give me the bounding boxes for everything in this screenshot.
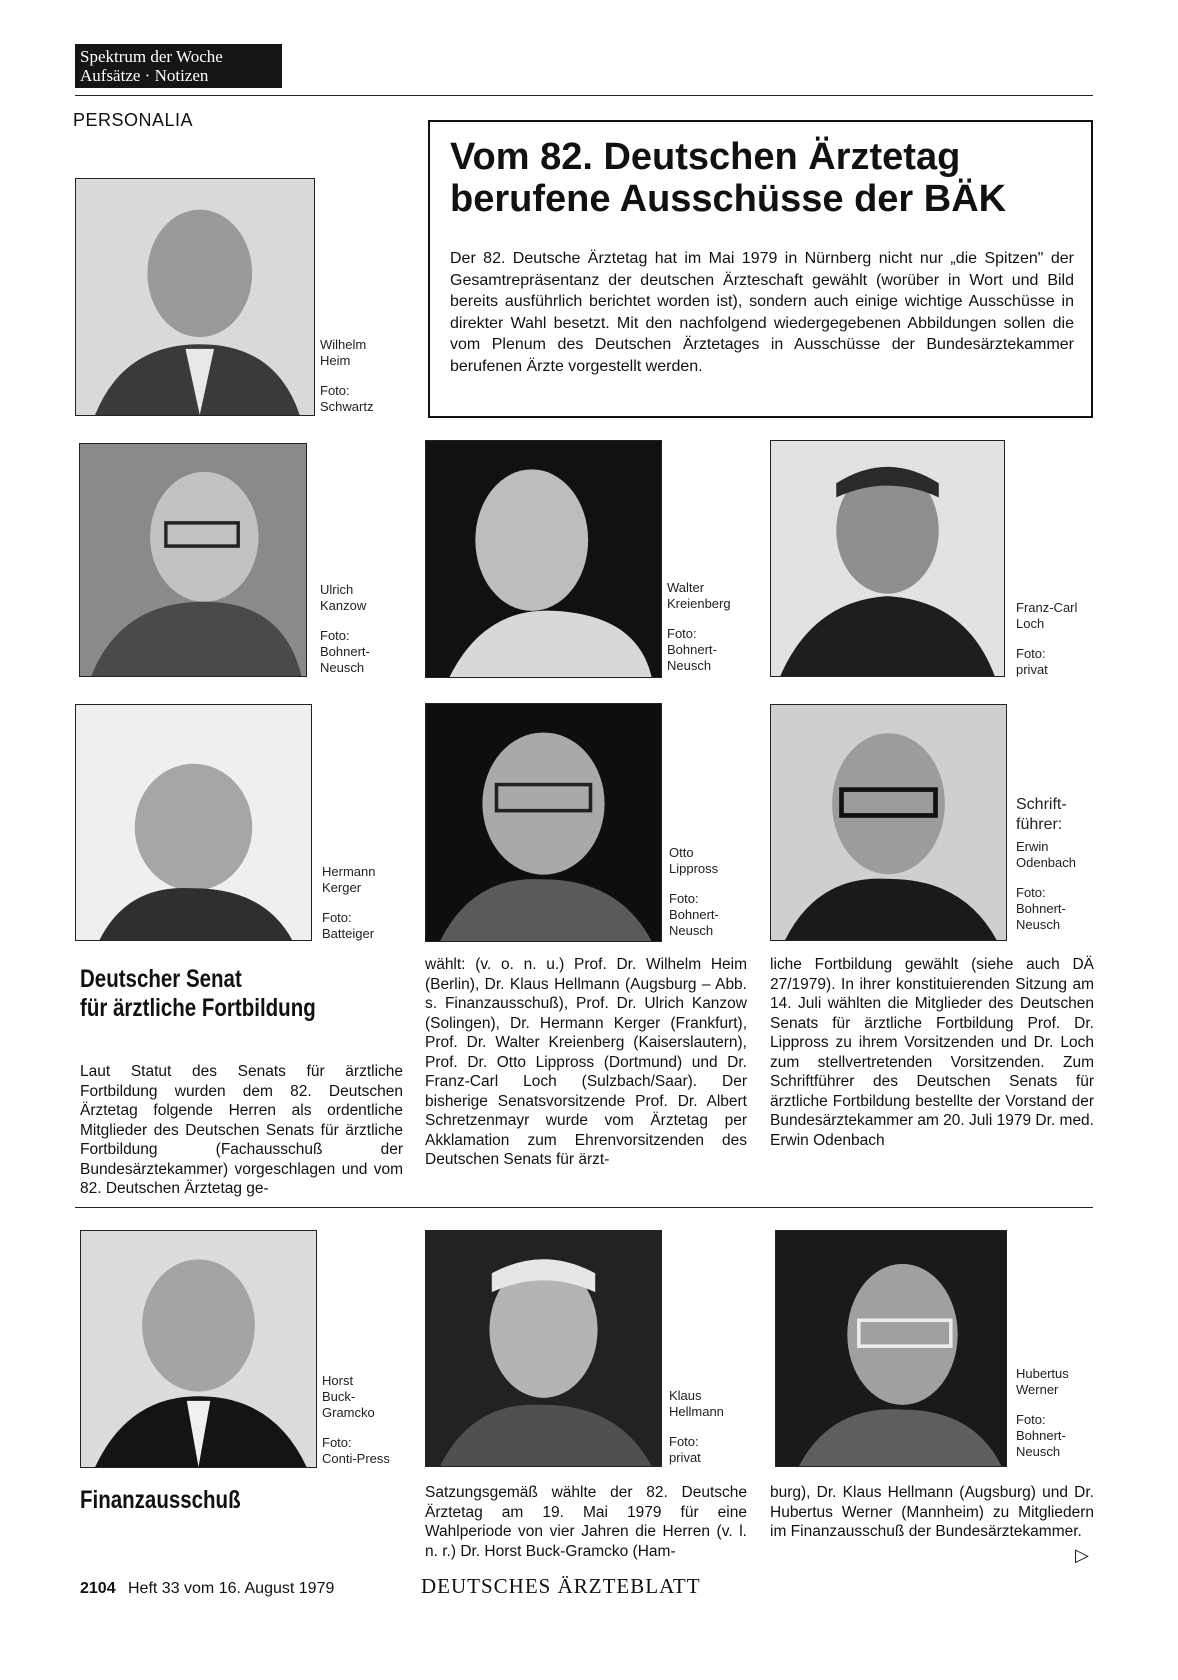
senat-heading-line-2: für ärztliche Fortbildung — [80, 994, 316, 1022]
badge-line-2: Aufsätze · Notizen — [80, 66, 209, 85]
photo-credit-line: Bohnert- — [320, 644, 370, 659]
photo-credit-line: Foto: — [669, 891, 699, 906]
name-line: Heim — [320, 353, 351, 368]
section-label: PERSONALIA — [73, 110, 194, 130]
caption-kerger — [322, 864, 375, 942]
name-line: Hubertus — [1016, 1366, 1069, 1381]
name-line: Werner — [1016, 1382, 1059, 1397]
name-line: Otto — [669, 845, 694, 860]
section-divider — [75, 1207, 1093, 1208]
photo-credit-line: privat — [1016, 662, 1048, 677]
portrait-photo-loch — [770, 440, 1005, 677]
photo-credit-line: Foto: — [669, 1434, 699, 1449]
photo-credit-line: Foto: — [1016, 1412, 1046, 1427]
photo-credit-line: Foto: — [320, 383, 350, 398]
intro-text: Der 82. Deutsche Ärztetag hat im Mai 1979 in Nürnberg nicht nur „die Spitzen" der Gesamtrepräsentanz der deutschen Ärzteschaft gewählt (worüber in Wort und Bild bereits ausführlich berichtet worden ist), sondern auch einige wichtige Ausschüsse in direkter Wahl besetzt. Mit den nachfolgend wiedergegebenen Abbildungen sollen die vom Plenum des Deutschen Ärztetages in Ausschüsse der Bundesärztekammer berufenen Ärzte vorgestellt werden. — [450, 250, 1074, 375]
caption-heim — [320, 337, 373, 415]
photo-credit-line: Foto: — [322, 1435, 352, 1450]
caption-lippross — [669, 845, 719, 939]
photo-credit-line: Schwartz — [320, 399, 374, 414]
photo-credit-line: Neusch — [1016, 1444, 1061, 1459]
role-line: führer: — [1016, 816, 1063, 833]
portrait-photo-lippross — [425, 703, 662, 942]
name-line: Lippross — [669, 861, 719, 876]
portrait-photo-kreienberg — [425, 440, 662, 678]
headline-line-1: Vom 82. Deutschen Ärztetag — [450, 136, 961, 178]
name-line: Walter — [667, 580, 705, 595]
finanz-text-col-2: Satzungsgemäß wählte der 82. Deutsche Ärztetag am 19. Mai 1979 für eine Wahlperiode von vier Jahren die Herren (v. l. n. r.) Dr. Horst Buck-Gramcko (Ham- — [425, 1484, 747, 1560]
photo-credit-line: Bohnert- — [667, 642, 717, 657]
photo-credit-line: privat — [669, 1450, 701, 1465]
name-line: Horst — [322, 1373, 354, 1388]
continue-arrow-icon: ▷ — [1075, 1545, 1089, 1565]
finanz-text-col-3: burg), Dr. Klaus Hellmann (Augsburg) und Dr. Hubertus Werner (Mannheim) zu Mitgliedern im Finanzausschuß der Bundesärztekammer. — [770, 1484, 1094, 1540]
photo-credit-line: Bohnert- — [1016, 1428, 1066, 1443]
headline — [450, 136, 1080, 220]
name-line: Buck- — [322, 1389, 356, 1404]
photo-credit-line: Conti-Press — [322, 1451, 390, 1466]
name-line: Odenbach — [1016, 855, 1076, 870]
photo-credit-line: Foto: — [322, 910, 352, 925]
name-line: Klaus — [669, 1388, 702, 1403]
photo-credit-line: Neusch — [1016, 917, 1061, 932]
photo-credit-line: Bohnert- — [669, 907, 719, 922]
photo-credit-line: Foto: — [1016, 885, 1046, 900]
photo-credit-line: Neusch — [320, 660, 365, 675]
top-rule — [75, 95, 1093, 96]
caption-loch — [1016, 600, 1077, 678]
magazine-name: DEUTSCHES ÄRZTEBLATT — [421, 1574, 701, 1598]
name-line: Kerger — [322, 880, 362, 895]
caption-kreienberg — [667, 580, 731, 674]
section-badge — [75, 44, 282, 88]
portrait-photo-kerger — [75, 704, 312, 941]
photo-credit-line: Foto: — [667, 626, 697, 641]
portrait-photo-odenbach — [770, 704, 1007, 941]
name-line: Loch — [1016, 616, 1045, 631]
senat-text-col-2: wählt: (v. o. n. u.) Prof. Dr. Wilhelm Heim (Berlin), Dr. Klaus Hellmann (Augsburg – Abb. s. Finanzausschuß), Prof. Dr. Ulrich Kanzow (Solingen), Dr. Hermann Kerger (Frankfurt), Prof. Dr. Walter Kreienberg (Kaiserslautern), Prof. Dr. Otto Lippross (Dortmund) und Dr. Franz-Carl Loch (Sulzbach/Saar). Der bisherige Senatsvorsitzende Prof. Dr. Albert Schretzenmayr wurde vom Ärztetag per Akklamation zum Ehrenvorsitzenden des Deutschen Senats für ärzt- — [425, 956, 747, 1168]
photo-credit-line: Batteiger — [322, 926, 375, 941]
name-line: Erwin — [1016, 839, 1049, 854]
senat-heading — [80, 965, 316, 1023]
name-line: Wilhelm — [320, 337, 367, 352]
name-line: Franz-Carl — [1016, 600, 1078, 615]
portrait-photo-werner — [775, 1230, 1007, 1467]
name-line: Ulrich — [320, 582, 354, 597]
name-line: Kanzow — [320, 598, 367, 613]
caption-werner — [1016, 1366, 1069, 1460]
badge-line-1: Spektrum der Woche — [80, 47, 223, 66]
photo-credit-line: Foto: — [1016, 646, 1046, 661]
name-line: Gramcko — [322, 1405, 375, 1420]
page-number: 2104 — [80, 1580, 116, 1597]
name-line: Kreienberg — [667, 596, 731, 611]
portrait-photo-kanzow — [79, 443, 307, 677]
photo-credit-line: Foto: — [320, 628, 350, 643]
caption-odenbach — [1016, 795, 1076, 933]
senat-text-col-1: Laut Statut des Senats für ärztliche Fortbildung wurden dem 82. Deutschen Ärztetag folgende Herren als ordentliche Mitglieder des Deutschen Senats für ärztliche Fortbildung (Fachausschuß der Bundesärztekammer) vorgeschlagen und vom 82. Deutschen Ärztetag ge- — [80, 1063, 403, 1197]
photo-credit-line: Neusch — [669, 923, 714, 938]
senat-text-col-3: liche Fortbildung gewählt (siehe auch DÄ 27/1979). In ihrer konstituierenden Sitzung am 14. Juli wählten die Mitglieder des Deutschen Senats für ärztliche Fortbildung Prof. Dr. Lippross zu ihrem Vorsitzenden und Dr. Loch zum stellvertretenden Vorsitzenden. Zum Schriftführer des Deutschen Senats für ärztliche Fortbildung bestellte der Vorstand der Bundesärztekammer am 20. Juli 1979 Dr. med. Erwin Odenbach — [770, 956, 1094, 1149]
photo-credit-line: Bohnert- — [1016, 901, 1066, 916]
portrait-photo-hellmann — [425, 1230, 662, 1467]
issue-info: Heft 33 vom 16. August 1979 — [128, 1580, 335, 1597]
name-line: Hellmann — [669, 1404, 724, 1419]
senat-heading-line-1: Deutscher Senat — [80, 965, 242, 993]
name-line: Hermann — [322, 864, 376, 879]
photo-credit-line: Neusch — [667, 658, 712, 673]
caption-buck-gramcko — [322, 1373, 390, 1467]
finanz-heading: Finanzausschuß — [80, 1486, 241, 1514]
role-line: Schrift- — [1016, 796, 1067, 813]
portrait-photo-heim — [75, 178, 315, 416]
caption-kanzow — [320, 582, 370, 676]
caption-hellmann — [669, 1388, 724, 1466]
portrait-photo-buck-gramcko — [80, 1230, 317, 1468]
headline-line-2: berufene Ausschüsse der BÄK — [450, 178, 1007, 220]
